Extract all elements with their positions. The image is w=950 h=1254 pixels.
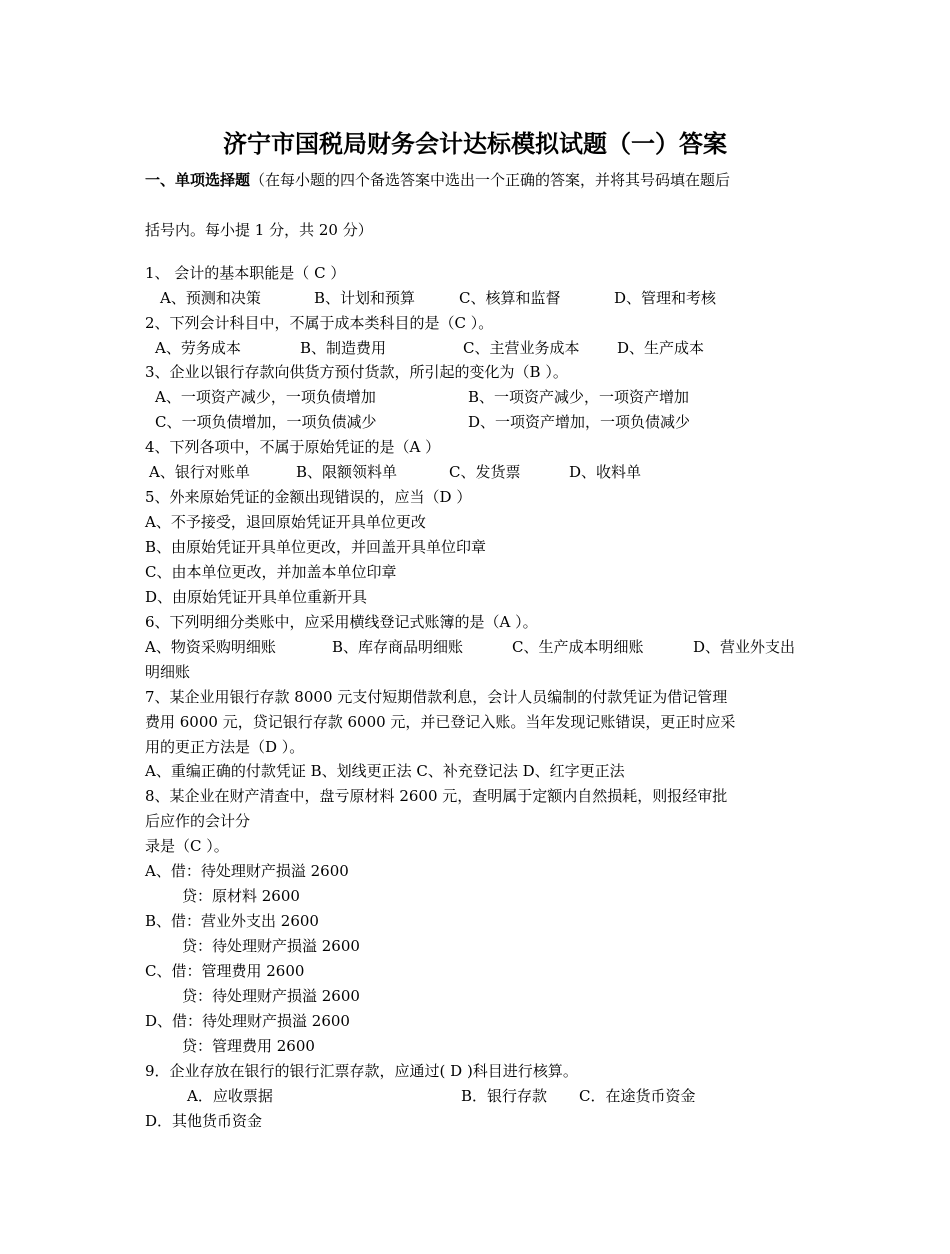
question-9-stem: 9．企业存放在银行的银行汇票存款，应通过( D )科目进行核算。	[145, 1062, 578, 1080]
option-c: C．在途货币资金	[579, 1087, 696, 1105]
question-7-line-3: 用的更正方法是（D ）。	[145, 738, 305, 756]
option-a: A、劳务成本	[155, 339, 241, 357]
question-5-option-d: D、由原始凭证开具单位重新开具	[145, 588, 368, 606]
journal-entry-debit: B、借：营业外支出 2600	[145, 912, 319, 930]
page-title: 济宁市国税局财务会计达标模拟试题（一）答案	[223, 129, 727, 158]
question-5-option-a: A、不予接受，退回原始凭证开具单位更改	[145, 513, 426, 531]
option-a: A．应收票据	[187, 1087, 273, 1105]
option-c: C、核算和监督	[459, 289, 561, 307]
option-a: A、银行对账单	[149, 463, 250, 481]
option-c: C、发货票	[449, 463, 521, 481]
question-4-stem: 4、下列各项中，不属于原始凭证的是（A ）	[145, 438, 441, 456]
option-b: B、限额领料单	[296, 463, 398, 481]
option-d: D、生产成本	[617, 339, 705, 357]
question-6-option-cont: 明细账	[145, 663, 191, 681]
journal-entry-credit: 贷：待处理财产损溢 2600	[182, 987, 360, 1005]
question-8-line-3: 录是（C ）。	[145, 837, 229, 855]
question-2-stem: 2、下列会计科目中，不属于成本类科目的是（C ）。	[145, 314, 494, 332]
option-c: C、主营业务成本	[463, 339, 580, 357]
journal-entry-credit: 贷：原材料 2600	[182, 887, 300, 905]
section-heading: 一、单项选择题	[145, 171, 251, 189]
question-3-stem: 3、企业以银行存款向供货方预付货款，所引起的变化为（B ）。	[145, 363, 568, 381]
journal-entry-debit: A、借：待处理财产损溢 2600	[145, 862, 349, 880]
option-d: D、一项资产增加，一项负债减少	[468, 413, 691, 431]
journal-entry-credit: 贷：管理费用 2600	[182, 1037, 315, 1055]
option-d: D、营业外支出	[693, 638, 796, 656]
option-d: D、管理和考核	[614, 289, 717, 307]
question-5-option-c: C、由本单位更改，并加盖本单位印章	[145, 563, 397, 581]
question-5-stem: 5、外来原始凭证的金额出现错误的，应当（D ）	[145, 488, 472, 506]
option-b: B、库存商品明细账	[332, 638, 464, 656]
question-6-stem: 6、下列明细分类账中，应采用横线登记式账簿的是（A ）。	[145, 613, 538, 631]
journal-entry-credit: 贷：待处理财产损溢 2600	[182, 937, 360, 955]
option-b: B、制造费用	[300, 339, 387, 357]
option-b: B．银行存款	[461, 1087, 548, 1105]
question-8-line-1: 8、某企业在财产清查中，盘亏原材料 2600 元，查明属于定额内自然损耗，则报经审批	[145, 787, 728, 805]
section-instruction-cont: 括号内。每小提 1 分，共 20 分）	[145, 221, 373, 239]
option-a: A、物资采购明细账	[145, 638, 276, 656]
option-b: B、计划和预算	[314, 289, 416, 307]
option-c: C、生产成本明细账	[512, 638, 644, 656]
journal-entry-debit: D、借：待处理财产损溢 2600	[145, 1012, 350, 1030]
question-7-line-1: 7、某企业用银行存款 8000 元支付短期借款利息，会计人员编制的付款凭证为借记管理	[145, 688, 728, 706]
question-7-line-2: 费用 6000 元，贷记银行存款 6000 元，并已登记入账。当年发现记账错误，更正时应采	[145, 713, 736, 731]
option-a: A、预测和决策	[160, 289, 261, 307]
option-b: B、一项资产减少，一项资产增加	[468, 388, 690, 406]
question-8-line-2: 后应作的会计分	[145, 812, 251, 830]
option-c: C、一项负债增加，一项负债减少	[155, 413, 377, 431]
question-7-options: A、重编正确的付款凭证 B、划线更正法 C、补充登记法 D、红字更正法	[145, 762, 625, 780]
option-d: D、收料单	[569, 463, 642, 481]
journal-entry-debit: C、借：管理费用 2600	[145, 962, 305, 980]
section-instruction: （在每小题的四个备选答案中选出一个正确的答案，并将其号码填在题后	[250, 171, 731, 189]
question-5-option-b: B、由原始凭证开具单位更改，并回盖开具单位印章	[145, 538, 487, 556]
question-9-option-d: D．其他货币资金	[145, 1112, 263, 1130]
question-1-stem: 1、 会计的基本职能是（ C ）	[145, 264, 346, 282]
option-a: A、一项资产减少，一项负债增加	[155, 388, 376, 406]
section-heading-line	[145, 169, 730, 191]
